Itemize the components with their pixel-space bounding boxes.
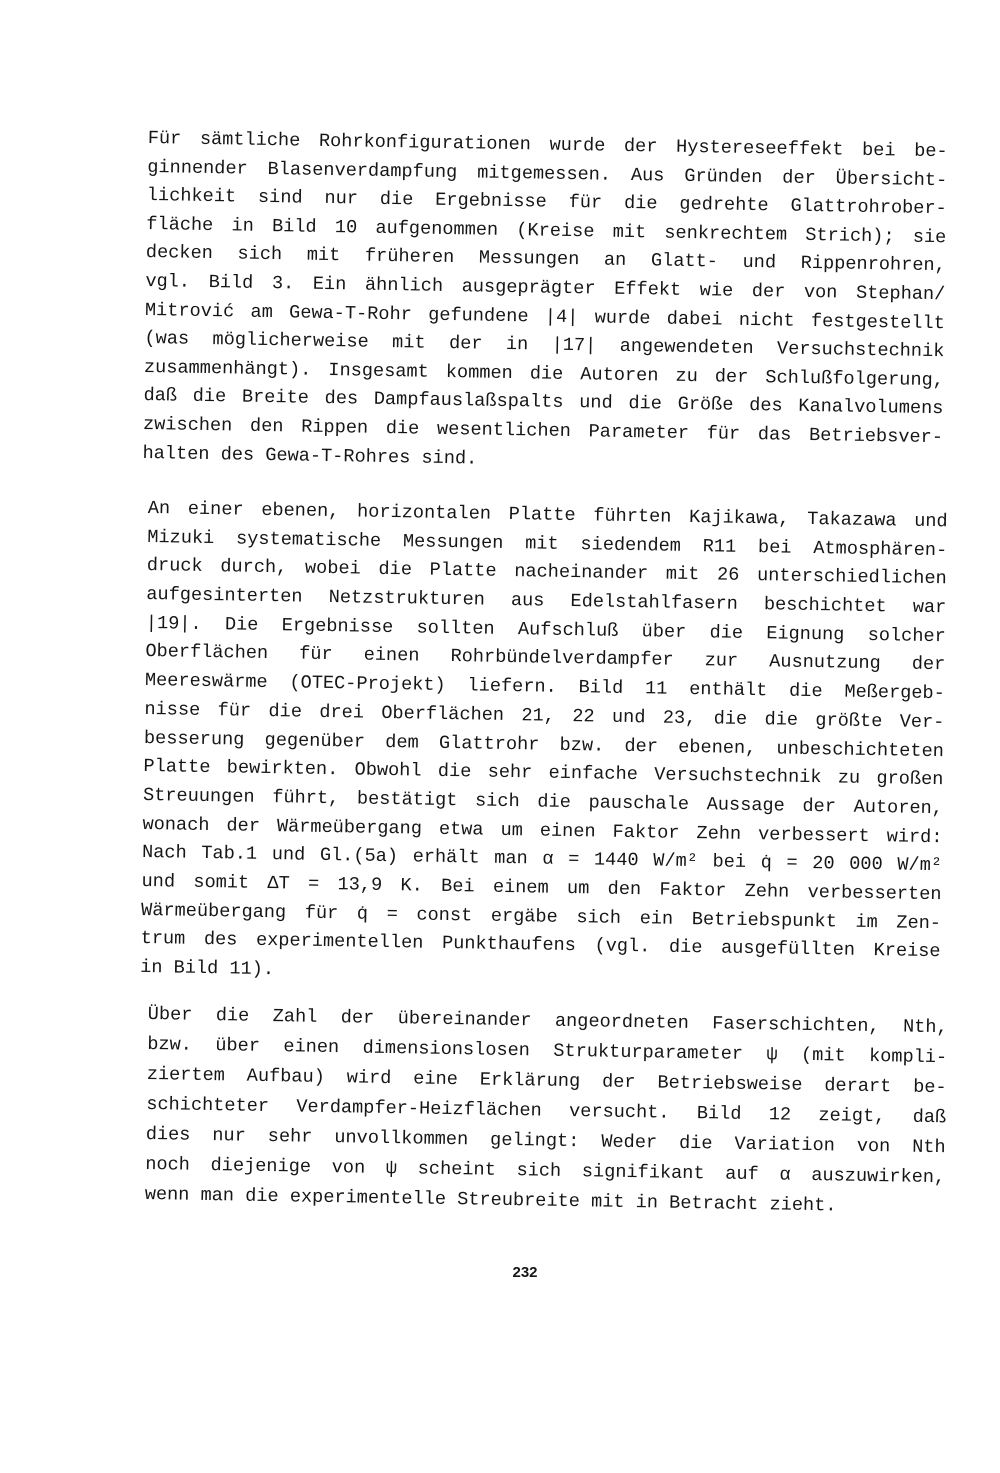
text-line: Über die Zahl der übereinander angeordneten Faserschichten, Nth, bbox=[147, 1003, 948, 1039]
text-line: Wärmeübergang für q̇ = const ergäbe sich ein Betriebspunkt im Zen- bbox=[140, 899, 942, 934]
text-line: bzw. über einen dimensionslosen Strukturparameter ψ (mit kompli- bbox=[147, 1033, 948, 1069]
text-line: zusammenhängt). Insgesamt kommen die Autoren zu der Schlußfolgerung, bbox=[143, 356, 945, 391]
text-line: schichteter Verdampfer-Heizflächen versucht. Bild 12 zeigt, daß bbox=[146, 1093, 947, 1129]
text-line: ginnender Blasenverdampfung mitgemessen. Aus Gründen der Übersicht- bbox=[147, 156, 948, 191]
text-line: Oberflächen für einen Rohrbündelverdampfer zur Ausnutzung der bbox=[145, 641, 946, 676]
text-line: Nach Tab.1 und Gl.(5a) erhält man α = 1440 W/m² bei q̇ = 20 000 W/m² bbox=[141, 842, 943, 877]
text-line: besserung gegenüber dem Glattrohr bzw. der ebenen, unbeschichteten bbox=[143, 727, 945, 762]
text-line: aufgesinterten Netzstrukturen aus Edelstahlfasern beschichtet war bbox=[146, 584, 947, 619]
text-line: druck durch, wobei die Platte nacheinander mit 26 unterschiedlichen bbox=[146, 555, 947, 590]
paragraph-plate-experiments bbox=[140, 495, 948, 996]
text-line: (was möglicherweise mit der in |17| angewendeten Versuchstechnik bbox=[144, 328, 945, 363]
text-line: Für sämtliche Rohrkonfigurationen wurde der Hystereseeffekt bei be- bbox=[147, 127, 948, 163]
text-line: trum des experimentellen Punkthaufens (vgl. die ausgefüllten Kreise bbox=[140, 928, 941, 963]
text-line: wenn man die experimentelle Streubreite mit in Betracht zieht. bbox=[144, 1183, 837, 1217]
text-line: An einer ebenen, horizontalen Platte führten Kajikawa, Takazawa und bbox=[147, 497, 948, 533]
text-line: noch diejenige von ψ scheint sich signifikant auf α auszuwirken, bbox=[145, 1153, 946, 1189]
text-line: nisse für die drei Oberflächen 21, 22 und 23, die die größte Ver- bbox=[144, 698, 945, 734]
paragraph-hysteresis bbox=[142, 125, 948, 481]
text-line: ziertem Aufbau) wird eine Erklärung der Betriebsweise derart be- bbox=[146, 1063, 947, 1099]
text-line: Platte bewirkten. Obwohl die sehr einfache Versuchstechnik zu großen bbox=[143, 756, 944, 791]
text-line: und somit ΔT = 13,9 K. Bei einem um den Faktor Zehn verbesserten bbox=[141, 870, 942, 906]
text-line: vgl. Bild 3. Ein ähnlich ausgeprägter Effekt wie der von Stephan/ bbox=[145, 270, 946, 306]
paragraph-fiber-layers bbox=[145, 1000, 948, 1223]
text-line: Meereswärme (OTEC-Projekt) liefern. Bild 11 enthält die Meßergeb- bbox=[144, 670, 945, 705]
text-line: Mizuki systematische Messungen mit siedendem R11 bei Atmosphären- bbox=[147, 526, 948, 561]
text-line: wonach der Wärmeübergang etwa um einen Faktor Zehn verbessert wird: bbox=[142, 813, 943, 848]
text-line: dies nur sehr unvollkommen gelingt: Weder die Variation von Nth bbox=[145, 1123, 946, 1159]
text-line: zwischen den Rippen die wesentlichen Parameter für das Betriebsver- bbox=[142, 413, 944, 449]
text-line: Streuungen führt, bestätigt sich die pauschale Aussage der Autoren, bbox=[142, 784, 944, 820]
text-line: halten des Gewa-T-Rohres sind. bbox=[142, 442, 478, 470]
text-line: |19|. Die Ergebnisse sollten Aufschluß über die Eignung solcher bbox=[145, 612, 946, 647]
text-line: Mitrović am Gewa-T-Rohr gefundene |4| wurde dabei nicht festgestellt bbox=[144, 299, 945, 334]
text-line: daß die Breite des Dampfauslaßspalts und die Größe des Kanalvolumens bbox=[143, 385, 944, 420]
text-line: fläche in Bild 10 aufgenommen (Kreise mit senkrechtem Strich); sie bbox=[146, 213, 947, 249]
text-line: in Bild 11). bbox=[139, 956, 275, 981]
page-number: 232 bbox=[512, 1264, 538, 1281]
text-line: decken sich mit früheren Messungen an Glatt- und Rippenrohren, bbox=[145, 242, 946, 277]
text-line: lichkeit sind nur die Ergebnisse für die gedrehte Glattrohrober- bbox=[146, 185, 947, 220]
